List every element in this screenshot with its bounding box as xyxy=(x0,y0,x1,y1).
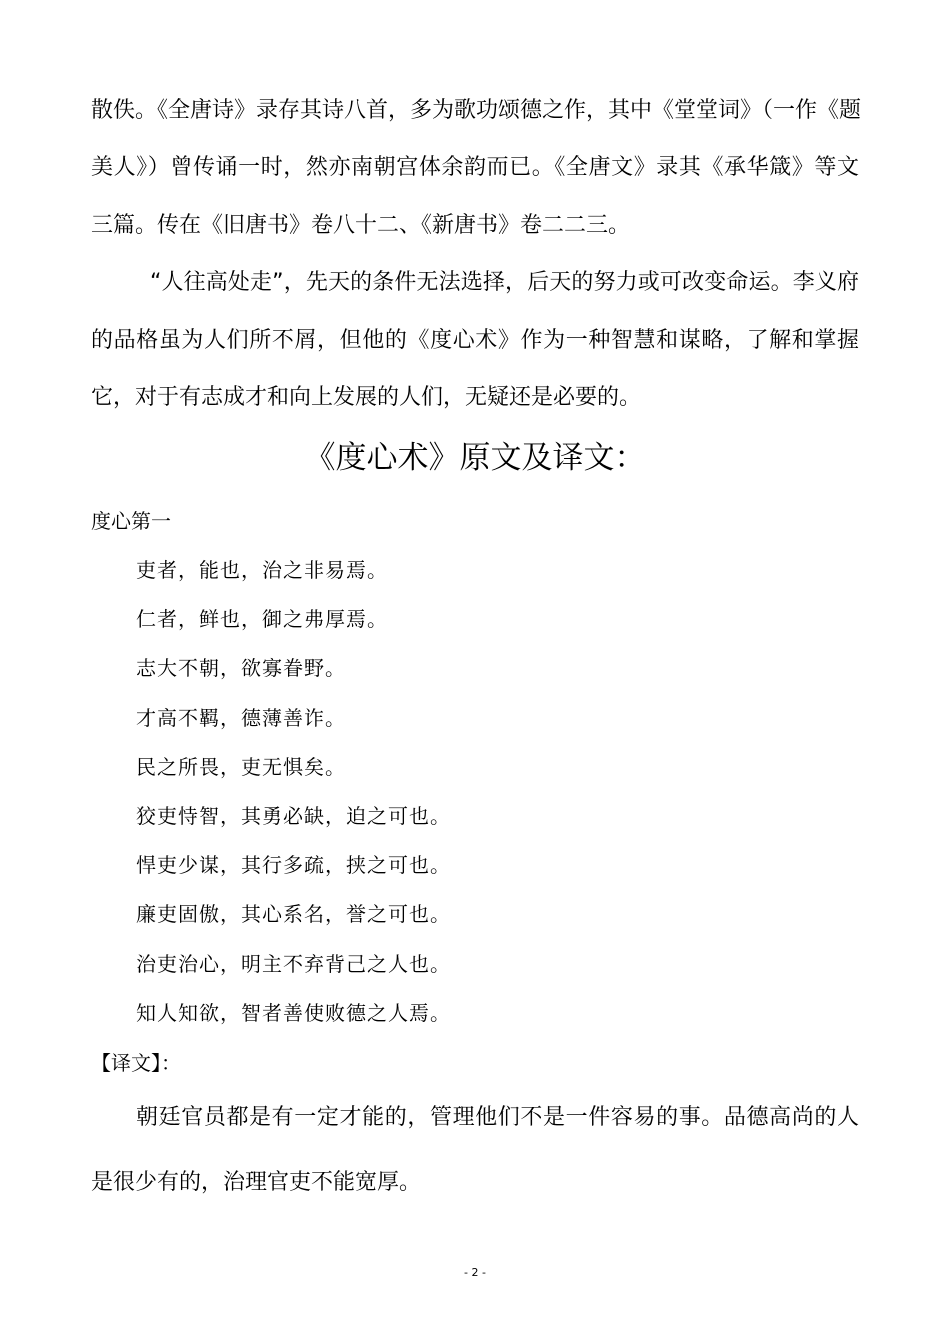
page-number: - 2 - xyxy=(464,1266,486,1279)
commentary-line-1: “人往高处走”，先天的条件无法选择，后天的努力或可改变命运。李义府 xyxy=(150,270,859,295)
verse-line: 治吏治心，明主不弃背己之人也。 xyxy=(136,952,451,976)
verse-line: 狡吏恃智，其勇必缺，迫之可也。 xyxy=(136,804,451,828)
translation-line-2: 是很少有的，治理官吏不能宽厚。 xyxy=(91,1170,422,1195)
verse-line: 仁者，鲜也，御之弗厚焉。 xyxy=(136,607,388,631)
verse-line: 廉吏固傲，其心系名，誉之可也。 xyxy=(136,902,451,926)
translation-label: 【译文】： xyxy=(91,1051,181,1075)
chapter-title: 度心第一 xyxy=(91,509,171,533)
intro-line-1: 散佚。《全唐诗》录存其诗八首，多为歌功颂德之作，其中《堂堂词》（一作《题 xyxy=(91,98,862,123)
section-title: 《度心术》原文及译文： xyxy=(304,440,646,476)
intro-line-3: 三篇。传在《旧唐书》卷八十二、《新唐书》卷二二三。 xyxy=(91,213,631,238)
intro-line-2: 美人》）曾传诵一时，然亦南朝宫体余韵而已。《全唐文》录其《承华箴》等文 xyxy=(91,155,859,180)
verse-line: 悍吏少谋，其行多疏，挟之可也。 xyxy=(136,853,451,877)
verse-line: 才高不羁，德薄善诈。 xyxy=(136,706,346,730)
verse-line: 志大不朝，欲寡眷野。 xyxy=(136,656,346,680)
verse-line: 民之所畏，吏无惧矣。 xyxy=(136,755,346,779)
verse-line: 知人知欲，智者善使败德之人焉。 xyxy=(136,1001,451,1025)
translation-line-1: 朝廷官员都是有一定才能的，管理他们不是一件容易的事。品德高尚的人 xyxy=(136,1105,859,1130)
commentary-line-2: 的品格虽为人们所不屑，但他的《度心术》作为一种智慧和谋略，了解和掌握 xyxy=(91,328,859,353)
commentary-line-3: 它，对于有志成才和向上发展的人们，无疑还是必要的。 xyxy=(91,385,642,410)
verse-line: 吏者，能也，治之非易焉。 xyxy=(136,558,388,582)
